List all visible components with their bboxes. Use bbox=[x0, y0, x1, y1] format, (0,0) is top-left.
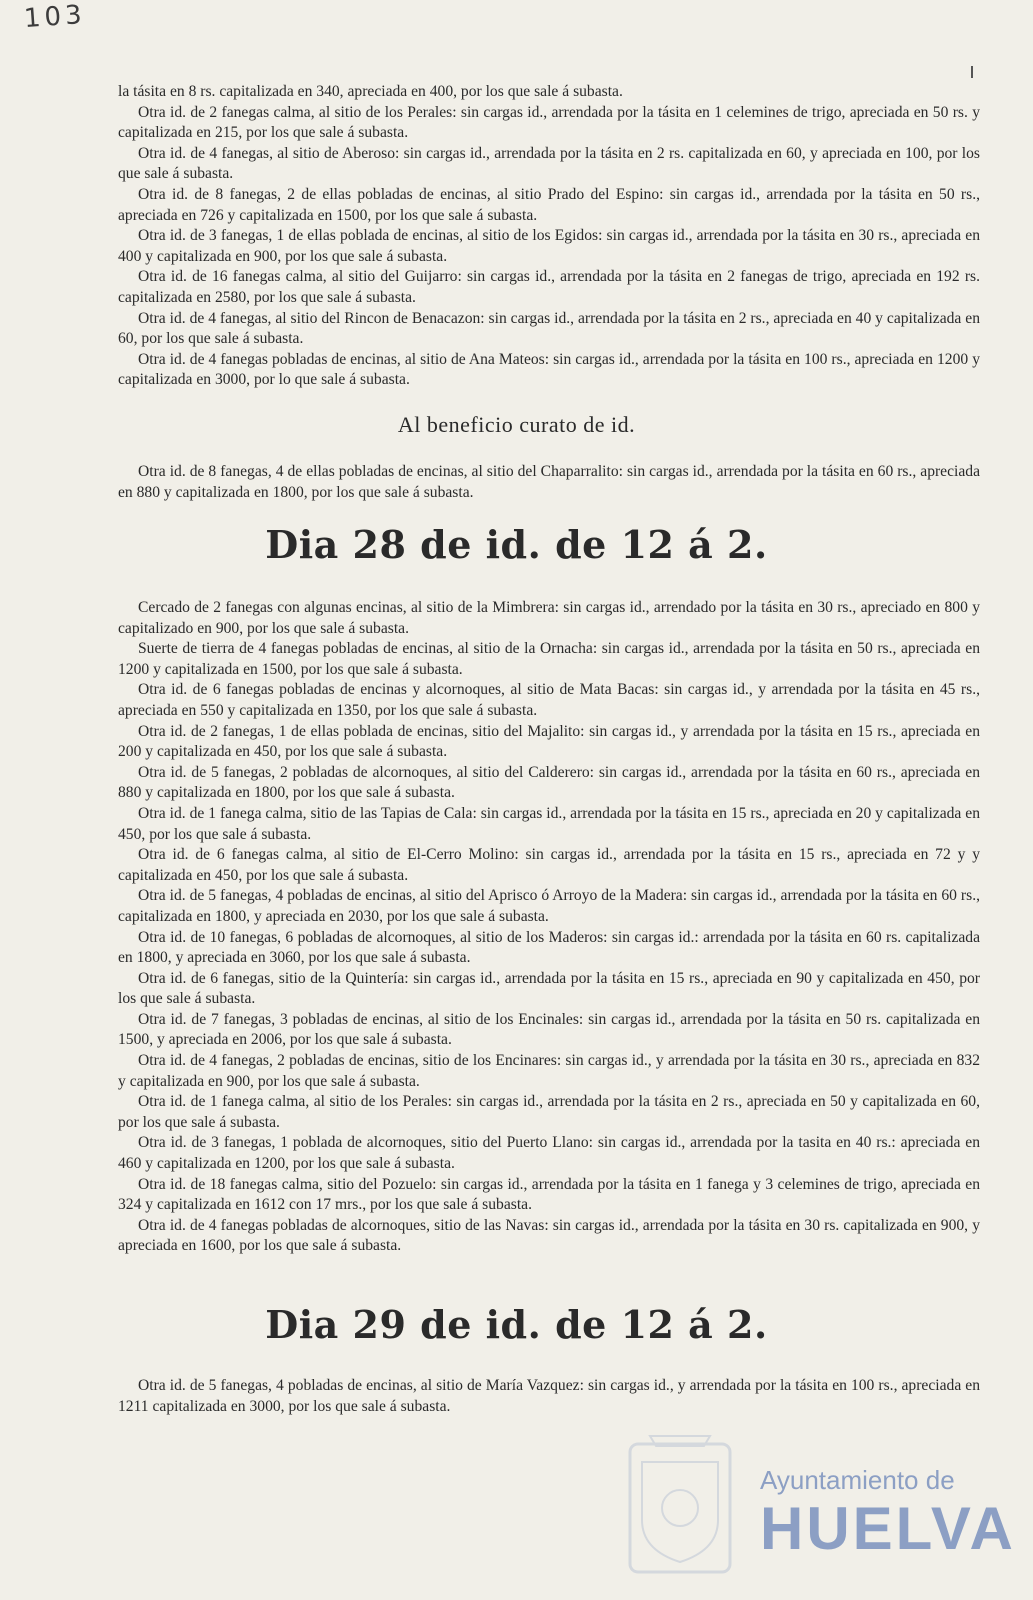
paragraph: Otra id. de 6 fanegas calma, al sitio de El-Cerro Molino: sin cargas id., arrendada por la tásita en 15 rs., apreciada en 72 y y capitalizada en 450, por los que sale á subasta. bbox=[118, 846, 980, 884]
paragraph: Cercado de 2 fanegas con algunas encinas, al sitio de la Mimbrera: sin cargas id., arrendado por la tásita en 30 rs., apreciado en 800 y capitalizado en 900, por los que sale á subasta. bbox=[118, 599, 980, 637]
paragraph: Otra id. de 10 fanegas, 6 pobladas de alcornoques, al sitio de los Maderos: sin cargas id.: arrendada por la tásita en 60 rs. capitalizada en 1800, y apreciada en 3060, por los que sale á subasta. bbox=[118, 928, 980, 967]
paragraph: Otra id. de 8 fanegas, 4 de ellas pobladas de encinas, al sitio del Chaparralito: sin cargas id., arrendada por la tásita en 60 rs., apreciada en 880 y capitalizada en 1800, por los que sale á subasta. bbox=[118, 463, 980, 501]
paragraph: Otra id. de 2 fanegas, 1 de ellas poblada de encinas, sitio del Majalito: sin cargas id., y arrendada por la tásita en 15 rs., apreciada en 200 y capitalizada en 450, por los que sale á subasta. bbox=[118, 722, 980, 761]
section-heading: Al beneficio curato de id. bbox=[397, 412, 636, 437]
paragraph: Otra id. de 7 fanegas, 3 pobladas de encinas, al sitio de los Encinales: sin cargas id., arrendada por la tásita en 50 rs. capitalizada en 1500, y apreciada en 2006, por los que sale á subasta. bbox=[118, 1010, 980, 1049]
watermark-line2: HUELVA bbox=[760, 1495, 1016, 1562]
paragraph: Otra id. de 5 fanegas, 4 pobladas de encinas, al sitio del Aprisco ó Arroyo de la Madera: sin cargas id., arrendada por la tásita en 60 rs., capitalizada en 1800, y apreciada en 2030, por los que sale á subasta. bbox=[118, 887, 980, 925]
day-29-heading: Dia 29 de id. de 12 á 2. bbox=[265, 1302, 768, 1347]
paragraph: Otra id. de 5 fanegas, 4 pobladas de encinas, al sitio de María Vazquez: sin cargas id., y arrendada por la tásita en 100 rs., apreciada en 1211 capitalizada en 3000, por los que sale á subasta. bbox=[118, 1377, 980, 1415]
paragraph: Otra id. de 1 fanega calma, sitio de las Tapias de Cala: sin cargas id., arrendada por la tásita en 15 rs., apreciada en 20 y capitalizada en 450, por los que sale á subasta. bbox=[118, 804, 980, 843]
paragraph: Otra id. de 1 fanega calma, al sitio de los Perales: sin cargas id., arrendada por la tásita en 2 rs., apreciada en 50 y capitalizada en 60, por los que sale á subasta. bbox=[118, 1093, 980, 1131]
watermark-line1: Ayuntamiento de bbox=[760, 1465, 955, 1495]
paragraph: Otra id. de 4 fanegas pobladas de encinas, al sitio de Ana Mateos: sin cargas id., arrendada por la tásita en 100 rs., apreciada en 1200 y capitalizada en 3000, por lo que sale á subasta. bbox=[118, 350, 980, 389]
top-paragraphs bbox=[118, 82, 980, 391]
paragraph: Otra id. de 3 fanegas, 1 poblada de alcornoques, sitio del Puerto Llano: sin cargas id., arrendada por la tasita en 40 rs.: apreciada en 460 y capitalizada en 1200, por los que sale á subasta. bbox=[118, 1134, 980, 1173]
day-29-paragraphs bbox=[118, 1376, 980, 1417]
day-28-heading: Dia 28 de id. de 12 á 2. bbox=[265, 522, 768, 567]
paragraph: Otra id. de 4 fanegas pobladas de alcornoques, sitio de las Navas: sin cargas id., arrendada por la tásita en 30 rs. capitalizada en 900, y apreciada en 1600, por los que sale á subasta. bbox=[118, 1216, 980, 1255]
margin-note: 103 bbox=[23, 0, 87, 35]
paragraph: Otra id. de 5 fanegas, 2 pobladas de alcornoques, al sitio del Calderero: sin cargas id., arrendada por la tásita en 60 rs., apreciada en 880 y capitalizada en 1800, por los que sale á subasta. bbox=[118, 763, 980, 802]
paragraph: la tásita en 8 rs. capitalizada en 340, apreciada en 400, por los que sale á subasta. bbox=[118, 83, 623, 100]
paragraph: Otra id. de 6 fanegas pobladas de encinas y alcornoques, al sitio de Mata Bacas: sin cargas id., y arrendada por la tásita en 45 rs., apreciada en 550 y capitalizada en 1350, por los que sale á subasta. bbox=[118, 681, 980, 719]
paragraph: Suerte de tierra de 4 fanegas pobladas de encinas, al sitio de la Ornacha: sin cargas id., arrendada por la tásita en 50 rs., apreciada en 1200 y capitalizada en 1500, por los que sale á subasta. bbox=[118, 640, 980, 678]
paragraph: Otra id. de 4 fanegas, al sitio de Aberoso: sin cargas id., arrendada por la tásita en 2 rs. capitalizada en 60, y apreciada en 100, por los que sale á subasta. bbox=[118, 144, 980, 183]
paragraph: Otra id. de 4 fanegas, al sitio del Rincon de Benacazon: sin cargas id., arrendada por la tásita en 2 rs., apreciada en 40 y capitalizada en 60, por los que sale á subasta. bbox=[118, 309, 980, 348]
section-paragraph-block bbox=[118, 462, 980, 503]
day-28-paragraphs bbox=[118, 598, 980, 1257]
paragraph: Otra id. de 8 fanegas, 2 de ellas pobladas de encinas, al sitio Prado del Espino: sin cargas id., arrendada por la tásita en 50 rs., apreciada en 726 y capitalizada en 1500, por los que sale á subasta. bbox=[118, 185, 980, 224]
paragraph: Otra id. de 2 fanegas calma, al sitio de los Perales: sin cargas id., arrendada por la tásita en 1 celemines de trigo, apreciada en 50 rs. y capitalizada en 215, por los que sale á subasta. bbox=[118, 103, 980, 142]
ink-mark bbox=[971, 66, 973, 78]
paragraph: Otra id. de 18 fanegas calma, sitio del Pozuelo: sin cargas id., arrendada por la tásita en 1 fanega y 3 celemines de trigo, apreciada en 324 y capitalizada en 1612 con 17 mrs., por los que sale á subasta. bbox=[118, 1175, 980, 1214]
paragraph: Otra id. de 6 fanegas, sitio de la Quintería: sin cargas id., arrendada por la tásita en 15 rs., apreciada en 90 y capitalizada en 450, por los que sale á subasta. bbox=[118, 969, 980, 1008]
paragraph: Otra id. de 3 fanegas, 1 de ellas poblada de encinas, al sitio de los Egidos: sin cargas id., arrendada por la tásita en 30 rs., apreciada en 400 y capitalizada en 900, por los que sale á subasta. bbox=[118, 227, 980, 265]
paragraph: Otra id. de 16 fanegas calma, al sitio del Guijarro: sin cargas id., arrendada por la tásita en 2 fanegas de trigo, apreciada en 192 rs. capitalizada en 2580, por los que sale á subasta. bbox=[118, 268, 980, 306]
paragraph: Otra id. de 4 fanegas, 2 pobladas de encinas, sitio de los Encinares: sin cargas id., y arrendada por la tásita en 30 rs., apreciada en 832 y capitalizada en 900, por los que sale á subasta. bbox=[118, 1052, 980, 1090]
